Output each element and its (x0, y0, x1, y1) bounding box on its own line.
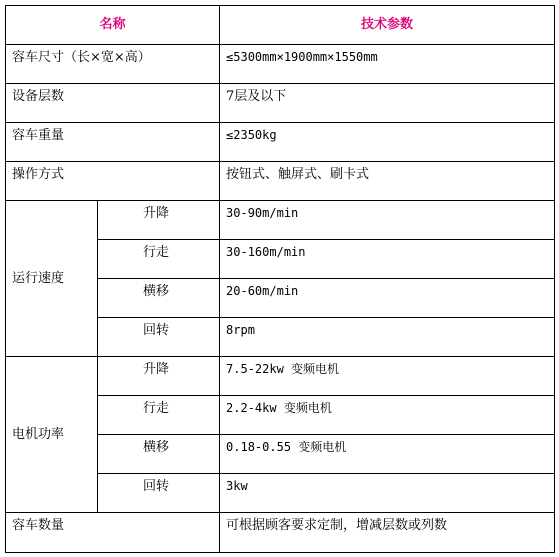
row-label: 设备层数 (6, 84, 220, 123)
header-name: 名称 (6, 6, 220, 45)
table-row (6, 123, 555, 162)
row-value: ≤2350kg (220, 123, 555, 162)
spec-table (5, 5, 555, 553)
row-value: 7层及以下 (220, 84, 555, 123)
row-label: 容车数量 (6, 513, 220, 553)
row-label: 容车重量 (6, 123, 220, 162)
row-value: 0.18-0.55 变频电机 (220, 435, 555, 474)
row-value: 2.2-4kw 变频电机 (220, 396, 555, 435)
sub-label: 行走 (98, 240, 220, 279)
table-row (6, 201, 555, 240)
sub-label: 升降 (98, 357, 220, 396)
row-label: 容车尺寸（长×宽×高） (6, 45, 220, 84)
row-value: ≤5300mm×1900mm×1550mm (220, 45, 555, 84)
row-value: 7.5-22kw 变频电机 (220, 357, 555, 396)
sub-label: 回转 (98, 474, 220, 513)
row-value: 可根据顾客要求定制，增减层数或列数 (220, 513, 555, 553)
table-row (6, 45, 555, 84)
group-label-speed: 运行速度 (6, 201, 98, 357)
table-row (6, 357, 555, 396)
table-row (6, 84, 555, 123)
row-label: 操作方式 (6, 162, 220, 201)
sub-label: 横移 (98, 435, 220, 474)
group-label-power: 电机功率 (6, 357, 98, 513)
row-value: 20-60m/min (220, 279, 555, 318)
sub-label: 横移 (98, 279, 220, 318)
sub-label: 回转 (98, 318, 220, 357)
sub-label: 行走 (98, 396, 220, 435)
table-row (6, 513, 555, 553)
table-header-row (6, 6, 555, 45)
table-row (6, 162, 555, 201)
row-value: 30-160m/min (220, 240, 555, 279)
row-value: 30-90m/min (220, 201, 555, 240)
row-value: 3kw (220, 474, 555, 513)
row-value: 8rpm (220, 318, 555, 357)
sub-label: 升降 (98, 201, 220, 240)
row-value: 按钮式、触屏式、刷卡式 (220, 162, 555, 201)
header-params: 技术参数 (220, 6, 555, 45)
